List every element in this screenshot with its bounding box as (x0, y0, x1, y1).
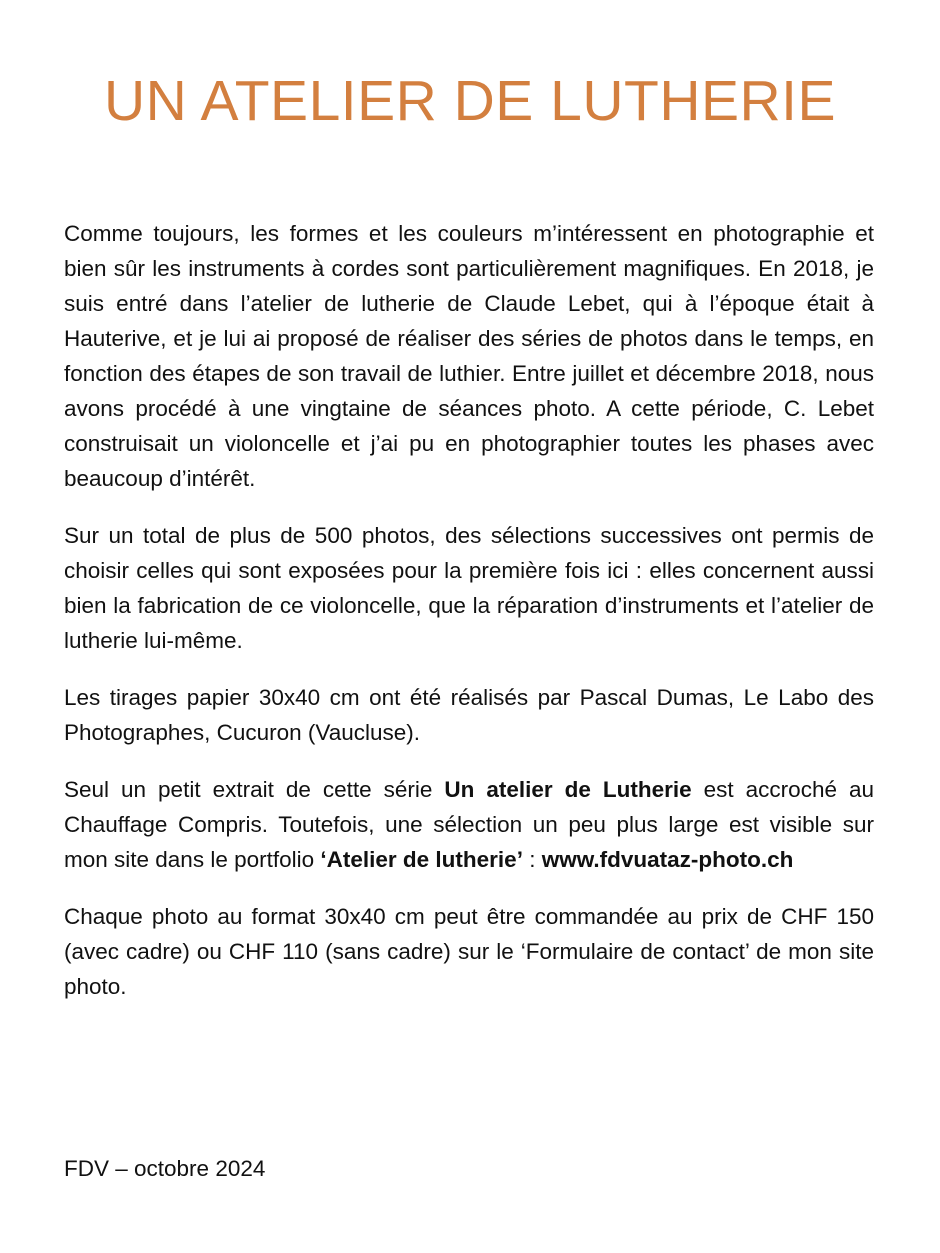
paragraph-selection: Sur un total de plus de 500 photos, des sélections successives ont permis de choisir celles qui sont exposées pour la première fois ici : elles concernent aussi bien la fabrication de ce violoncelle, que la réparation d’instruments et l’atelier de lutherie lui-même. (64, 523, 874, 653)
paragraph-exhibition (64, 772, 874, 877)
document-body (64, 216, 874, 1026)
portfolio-name: ‘Atelier de lutherie’ (320, 847, 523, 872)
signature: FDV – octobre 2024 (64, 1156, 266, 1181)
exhibition-text-1: Seul un petit extrait de cette série (64, 777, 445, 802)
exhibition-text-2: est accroché au Chauffage Compris. Toutefois, une sélection un peu plus large est visible sur mon site dans le portfolio (64, 777, 874, 872)
exhibition-text-3: : (522, 847, 542, 872)
series-title: Un atelier de Lutherie (444, 777, 692, 802)
paragraph-intro: Comme toujours, les formes et les couleurs m’intéressent en photographie et bien sûr les instruments à cordes sont particulièrement magnifiques. En 2018, je suis entré dans l’atelier de lutherie de Claude Lebet, qui à l’époque était à Hauterive, et je lui ai proposé de réaliser des séries de photos dans le temps, en fonction des étapes de son travail de luthier. Entre juillet et décembre 2018, nous avons procédé à une vingtaine de séances photo. A cette période, C. Lebet construisait un violoncelle et j’ai pu en photographier toutes les phases avec beaucoup d’intérêt. (64, 221, 874, 491)
paragraph-order: Chaque photo au format 30x40 cm peut être commandée au prix de CHF 150 (avec cadre) ou CHF 110 (sans cadre) sur le ‘Formulaire de contact’ de mon site photo. (64, 904, 874, 999)
page-title: UN ATELIER DE LUTHERIE (103, 69, 837, 133)
website-link[interactable]: www.fdvuataz-photo.ch (541, 847, 794, 872)
paragraph-prints: Les tirages papier 30x40 cm ont été réalisés par Pascal Dumas, Le Labo des Photographes, Cucuron (Vaucluse). (64, 685, 874, 745)
